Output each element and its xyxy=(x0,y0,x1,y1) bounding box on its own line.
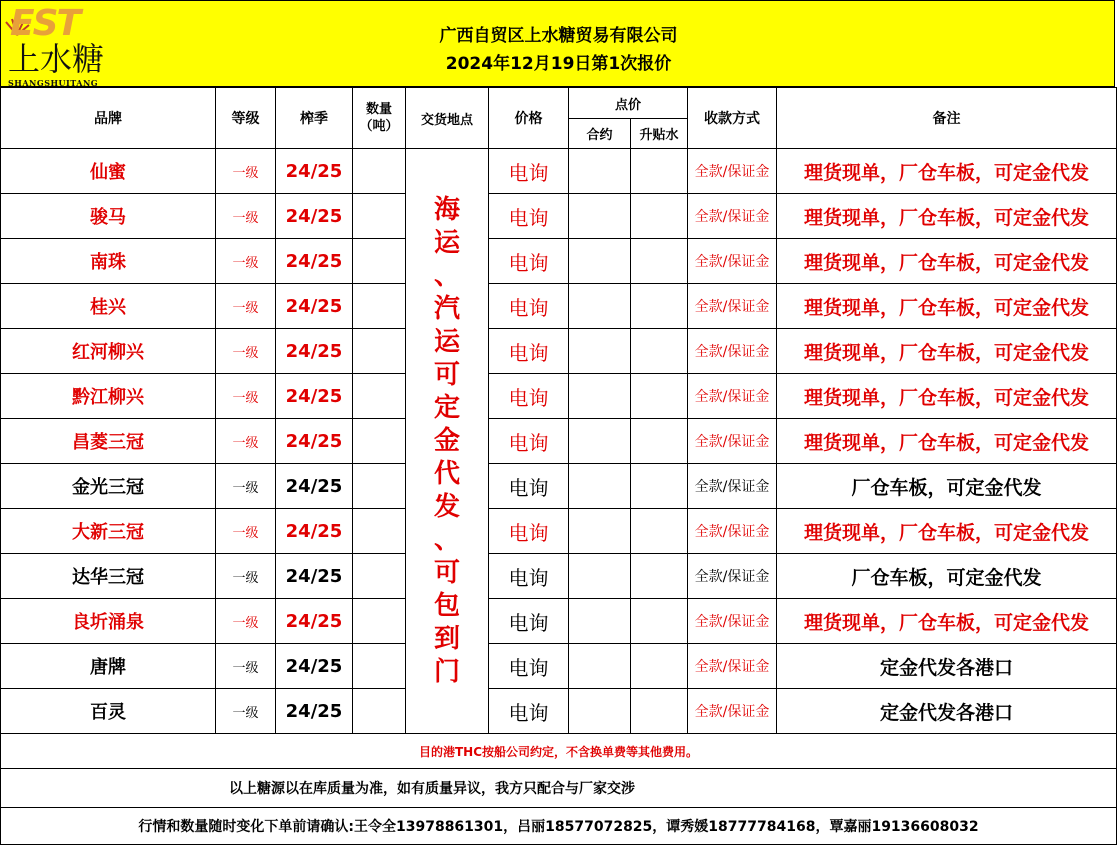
remark-cell: 理货现单，厂仓车板，可定金代发 xyxy=(777,599,1117,644)
contract-cell xyxy=(569,374,631,419)
quantity-cell xyxy=(353,239,406,284)
payment-cell: 全款/保证金 xyxy=(688,509,777,554)
premium-cell xyxy=(631,599,688,644)
table-row xyxy=(1,149,1117,194)
delivery-note-char: 发 xyxy=(433,491,460,522)
delivery-note-char: 门 xyxy=(433,656,460,687)
col-header-points: 点价 xyxy=(569,88,688,119)
delivery-note-char: 可 xyxy=(433,557,460,588)
col-header-remarks: 备注 xyxy=(777,88,1117,149)
grade-cell: 一级 xyxy=(216,149,276,194)
price-cell: 电询 xyxy=(489,464,569,509)
payment-cell: 全款/保证金 xyxy=(688,374,777,419)
footer-thc-note: 目的港THC按船公司约定，不含换单费等其他费用。 xyxy=(1,734,1117,769)
col-header-delivery: 交货地点 xyxy=(406,88,489,149)
logo-mark: EST xyxy=(10,3,80,44)
payment-cell: 全款/保证金 xyxy=(688,644,777,689)
footer-row-quality xyxy=(1,769,1117,808)
contract-cell xyxy=(569,284,631,329)
brand-cell: 红河柳兴 xyxy=(1,329,216,374)
logo-english-name: SHANGSHUITANG xyxy=(8,78,99,88)
quantity-cell xyxy=(353,194,406,239)
grade-cell: 一级 xyxy=(216,509,276,554)
table-row xyxy=(1,554,1117,599)
price-table xyxy=(0,87,1117,845)
table-row xyxy=(1,689,1117,734)
footer-contacts: 行情和数量随时变化下单前请确认:王令全13978861301，吕丽18577072825，谭秀媛18777784168，覃嘉丽19136608032 xyxy=(1,808,1117,845)
remark-cell: 厂仓车板，可定金代发 xyxy=(777,464,1117,509)
premium-cell xyxy=(631,689,688,734)
quantity-cell xyxy=(353,509,406,554)
delivery-note-char: 定 xyxy=(433,392,460,423)
season-cell: 24/25 xyxy=(276,374,353,419)
payment-cell: 全款/保证金 xyxy=(688,149,777,194)
contract-cell xyxy=(569,239,631,284)
price-cell: 电询 xyxy=(489,419,569,464)
grade-cell: 一级 xyxy=(216,194,276,239)
remark-cell: 理货现单，厂仓车板，可定金代发 xyxy=(777,194,1117,239)
header-banner xyxy=(0,0,1115,87)
season-cell: 24/25 xyxy=(276,599,353,644)
season-cell: 24/25 xyxy=(276,194,353,239)
contract-cell xyxy=(569,194,631,239)
quantity-cell xyxy=(353,419,406,464)
grade-cell: 一级 xyxy=(216,464,276,509)
quantity-cell xyxy=(353,149,406,194)
delivery-note-char: 到 xyxy=(433,623,460,654)
payment-cell: 全款/保证金 xyxy=(688,689,777,734)
remark-cell: 理货现单，厂仓车板，可定金代发 xyxy=(777,329,1117,374)
grade-cell: 一级 xyxy=(216,239,276,284)
season-cell: 24/25 xyxy=(276,149,353,194)
brand-cell: 良圻涌泉 xyxy=(1,599,216,644)
price-cell: 电询 xyxy=(489,194,569,239)
remark-cell: 理货现单，厂仓车板，可定金代发 xyxy=(777,284,1117,329)
price-cell: 电询 xyxy=(489,554,569,599)
payment-cell: 全款/保证金 xyxy=(688,599,777,644)
company-title: 广西自贸区上水糖贸易有限公司 xyxy=(439,26,678,46)
quote-date-title: 2024年12月19日第1次报价 xyxy=(445,54,672,74)
grade-cell: 一级 xyxy=(216,284,276,329)
table-row xyxy=(1,419,1117,464)
price-cell: 电询 xyxy=(489,149,569,194)
premium-cell xyxy=(631,644,688,689)
footer-row-thc xyxy=(1,734,1117,769)
brand-cell: 仙蜜 xyxy=(1,149,216,194)
table-row xyxy=(1,644,1117,689)
table-row xyxy=(1,599,1117,644)
grade-cell: 一级 xyxy=(216,419,276,464)
premium-cell xyxy=(631,194,688,239)
season-cell: 24/25 xyxy=(276,509,353,554)
payment-cell: 全款/保证金 xyxy=(688,194,777,239)
table-row xyxy=(1,239,1117,284)
brand-cell: 金光三冠 xyxy=(1,464,216,509)
contract-cell xyxy=(569,419,631,464)
footer-quality-note: 以上糖源以在库质量为准，如有质量异议，我方只配合与厂家交涉 xyxy=(1,769,1117,808)
logo-chinese-name: 上水糖 xyxy=(8,40,105,78)
col-header-grade: 等级 xyxy=(216,88,276,149)
contract-cell xyxy=(569,599,631,644)
payment-cell: 全款/保证金 xyxy=(688,329,777,374)
quantity-cell xyxy=(353,599,406,644)
delivery-note-char: 运 xyxy=(433,326,460,357)
quantity-cell xyxy=(353,464,406,509)
brand-cell: 骏马 xyxy=(1,194,216,239)
premium-cell xyxy=(631,374,688,419)
grade-cell: 一级 xyxy=(216,644,276,689)
table-row xyxy=(1,509,1117,554)
remark-cell: 厂仓车板，可定金代发 xyxy=(777,554,1117,599)
remark-cell: 理货现单，厂仓车板，可定金代发 xyxy=(777,149,1117,194)
delivery-note-char: 可 xyxy=(433,359,460,390)
brand-cell: 达华三冠 xyxy=(1,554,216,599)
remark-cell: 理货现单，厂仓车板，可定金代发 xyxy=(777,419,1117,464)
payment-cell: 全款/保证金 xyxy=(688,284,777,329)
premium-cell xyxy=(631,464,688,509)
remark-cell: 定金代发各港口 xyxy=(777,644,1117,689)
premium-cell xyxy=(631,284,688,329)
season-cell: 24/25 xyxy=(276,419,353,464)
payment-cell: 全款/保证金 xyxy=(688,419,777,464)
grade-cell: 一级 xyxy=(216,599,276,644)
brand-cell: 南珠 xyxy=(1,239,216,284)
col-header-premium: 升贴水 xyxy=(631,119,688,149)
delivery-note-char: 、 xyxy=(433,524,460,555)
quantity-cell xyxy=(353,644,406,689)
col-header-quantity: 数量 （吨） xyxy=(353,88,406,149)
contract-cell xyxy=(569,554,631,599)
brand-cell: 昌菱三冠 xyxy=(1,419,216,464)
table-row xyxy=(1,329,1117,374)
premium-cell xyxy=(631,329,688,374)
premium-cell xyxy=(631,554,688,599)
payment-cell: 全款/保证金 xyxy=(688,239,777,284)
grade-cell: 一级 xyxy=(216,689,276,734)
col-header-brand: 品牌 xyxy=(1,88,216,149)
table-row xyxy=(1,284,1117,329)
contract-cell xyxy=(569,644,631,689)
contract-cell xyxy=(569,509,631,554)
premium-cell xyxy=(631,239,688,284)
col-header-season: 榨季 xyxy=(276,88,353,149)
quantity-cell xyxy=(353,689,406,734)
season-cell: 24/25 xyxy=(276,464,353,509)
quantity-cell xyxy=(353,374,406,419)
season-cell: 24/25 xyxy=(276,644,353,689)
season-cell: 24/25 xyxy=(276,284,353,329)
delivery-note-cell xyxy=(406,149,489,734)
brand-cell: 大新三冠 xyxy=(1,509,216,554)
quantity-cell xyxy=(353,329,406,374)
price-cell: 电询 xyxy=(489,599,569,644)
delivery-note-char: 包 xyxy=(433,590,460,621)
quantity-cell xyxy=(353,554,406,599)
quantity-cell xyxy=(353,284,406,329)
payment-cell: 全款/保证金 xyxy=(688,464,777,509)
price-cell: 电询 xyxy=(489,509,569,554)
price-cell: 电询 xyxy=(489,284,569,329)
premium-cell xyxy=(631,149,688,194)
delivery-note-char: 汽 xyxy=(433,293,460,324)
premium-cell xyxy=(631,509,688,554)
premium-cell xyxy=(631,419,688,464)
footer-row-contacts xyxy=(1,808,1117,845)
grade-cell: 一级 xyxy=(216,374,276,419)
price-cell: 电询 xyxy=(489,239,569,284)
delivery-note-char: 运 xyxy=(433,227,460,258)
contract-cell xyxy=(569,464,631,509)
col-header-price: 价格 xyxy=(489,88,569,149)
remark-cell: 理货现单，厂仓车板，可定金代发 xyxy=(777,509,1117,554)
brand-cell: 唐牌 xyxy=(1,644,216,689)
remark-cell: 定金代发各港口 xyxy=(777,689,1117,734)
season-cell: 24/25 xyxy=(276,329,353,374)
table-body xyxy=(1,149,1117,734)
price-cell: 电询 xyxy=(489,644,569,689)
season-cell: 24/25 xyxy=(276,554,353,599)
price-cell: 电询 xyxy=(489,329,569,374)
table-row xyxy=(1,194,1117,239)
delivery-note-char: 、 xyxy=(433,260,460,291)
price-cell: 电询 xyxy=(489,374,569,419)
table-row xyxy=(1,464,1117,509)
table-header-row xyxy=(1,88,1117,119)
remark-cell: 理货现单，厂仓车板，可定金代发 xyxy=(777,374,1117,419)
col-header-payment: 收款方式 xyxy=(688,88,777,149)
table-row xyxy=(1,374,1117,419)
payment-cell: 全款/保证金 xyxy=(688,554,777,599)
remark-cell: 理货现单，厂仓车板，可定金代发 xyxy=(777,239,1117,284)
delivery-note-char: 金 xyxy=(433,425,460,456)
season-cell: 24/25 xyxy=(276,689,353,734)
delivery-note-char: 代 xyxy=(433,458,460,489)
brand-cell: 百灵 xyxy=(1,689,216,734)
grade-cell: 一级 xyxy=(216,554,276,599)
delivery-note-char: 海 xyxy=(433,194,460,225)
brand-cell: 桂兴 xyxy=(1,284,216,329)
price-cell: 电询 xyxy=(489,689,569,734)
contract-cell xyxy=(569,149,631,194)
brand-cell: 黔江柳兴 xyxy=(1,374,216,419)
season-cell: 24/25 xyxy=(276,239,353,284)
grade-cell: 一级 xyxy=(216,329,276,374)
contract-cell xyxy=(569,329,631,374)
col-header-contract: 合约 xyxy=(569,119,631,149)
contract-cell xyxy=(569,689,631,734)
